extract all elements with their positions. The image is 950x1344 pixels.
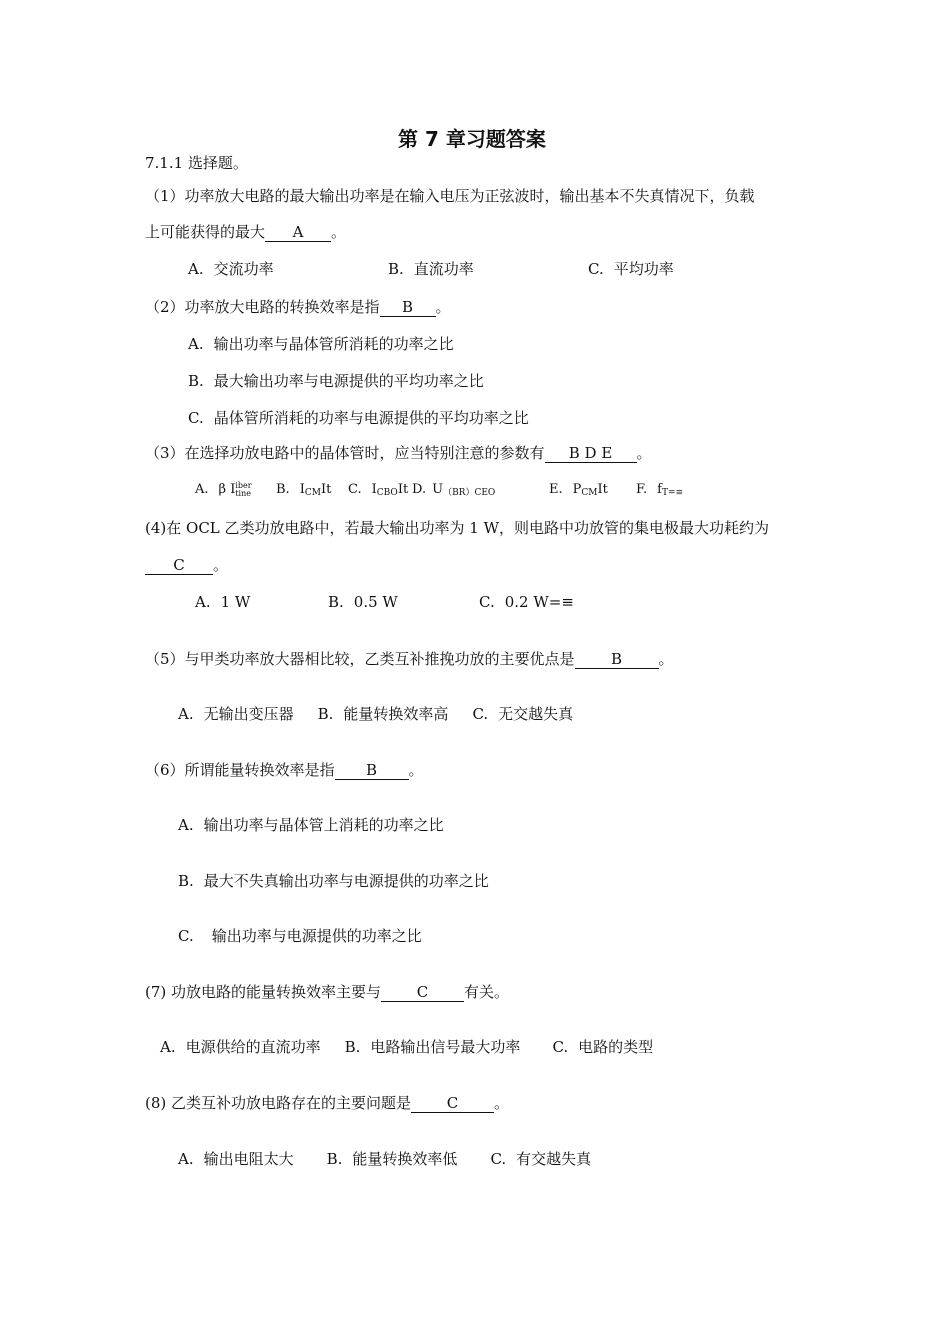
section-heading: 7.1.1 选择题。 (145, 154, 248, 172)
q8-option-b: B. 能量转换效率低 (326, 1150, 458, 1168)
q4-line1: (4)在 OCL 乙类功放电路中，若最大输出功率为 1 W，则电路中功放管的集电极最大功耗约为 (145, 519, 770, 537)
q2-answer-blank: B (380, 299, 436, 317)
q1-option-c: C. 平均功率 (588, 260, 674, 278)
q7-answer-blank: C (381, 984, 464, 1002)
q2-option-a: A. 输出功率与晶体管所消耗的功率之比 (188, 335, 454, 353)
q4-option-b: B. 0.5 W (328, 593, 398, 611)
q8-option-c: C. 有交越失真 (490, 1150, 592, 1168)
q6-option-b: B. 最大不失真输出功率与电源提供的功率之比 (178, 872, 489, 890)
q1-line2 (145, 222, 346, 242)
q6-stem: （6）所谓能量转换效率是指 B 。 (145, 761, 424, 779)
q2-option-b: B. 最大输出功率与电源提供的平均功率之比 (188, 372, 484, 390)
q4-option-a: A. 1 W (195, 593, 251, 611)
q3-stem: （3）在选择功放电路中的晶体管时，应当特别注意的参数有 B D E 。 (145, 444, 652, 462)
q7-option-a: A. 电源供给的直流功率 (160, 1038, 321, 1056)
q5-option-c: C. 无交越失真 (472, 705, 574, 723)
q3-option-f: F. $f_{T=\equiv}$ (636, 482, 684, 498)
q7-option-b: B. 电路输出信号最大功率 (344, 1038, 521, 1056)
q5-options (178, 704, 573, 724)
q3-option-c: C. $I_{CBO}It$ (348, 482, 409, 498)
q2-stem: （2）功率放大电路的转换效率是指 B 。 (145, 298, 451, 316)
q8-answer-blank: C (411, 1095, 494, 1113)
q7-options (160, 1037, 653, 1057)
q1-option-b: B. 直流功率 (388, 260, 474, 278)
q3-option-a: A. β Iiber tine (195, 480, 252, 498)
q1-prefix: 上可能获得的最大 (145, 223, 266, 241)
q6-option-a: A. 输出功率与晶体管上消耗的功率之比 (178, 816, 444, 834)
q7-option-c: C. 电路的类型 (552, 1038, 654, 1056)
q6-answer-blank: B (335, 762, 409, 780)
q3-answer-blank: B D E (545, 445, 637, 463)
q4-line2: C 。 (145, 555, 228, 575)
q7-stem: (7) 功放电路的能量转换效率主要与 C 有关。 (145, 983, 510, 1001)
q5-option-a: A. 无输出变压器 (178, 705, 294, 723)
q4-option-c: C. 0.2 W=≡ (479, 593, 574, 611)
q1-answer-blank: A (265, 224, 331, 242)
q5-stem: （5）与甲类功率放大器相比较，乙类互补推挽功放的主要优点是 B 。 (145, 650, 674, 668)
q5-option-b: B. 能量转换效率高 (317, 705, 449, 723)
q6-option-c: C. 输出功率与电源提供的功率之比 (178, 927, 422, 945)
q8-options (178, 1149, 591, 1169)
page-title: 第 7 章习题答案 (398, 127, 546, 151)
q1-suffix: 。 (331, 223, 347, 241)
q8-stem: (8) 乙类互补功放电路存在的主要问题是 C 。 (145, 1094, 510, 1112)
q4-answer-blank: C (145, 557, 213, 575)
q8-option-a: A. 输出电阻太大 (178, 1150, 294, 1168)
q1-option-a: A. 交流功率 (188, 260, 274, 278)
q3-option-b: B. $I_{CM}It$ (276, 482, 332, 498)
q2-option-c: C. 晶体管所消耗的功率与电源提供的平均功率之比 (188, 409, 529, 427)
q1-line1: （1）功率放大电路的最大输出功率是在输入电压为正弦波时，输出基本不失真情况下，负载 (145, 187, 755, 205)
q5-answer-blank: B (575, 651, 659, 669)
q3-option-e: E. $P_{CM}It$ (549, 482, 608, 498)
q3-option-d: D. $U_{(BR)CEO}$ (412, 482, 496, 498)
